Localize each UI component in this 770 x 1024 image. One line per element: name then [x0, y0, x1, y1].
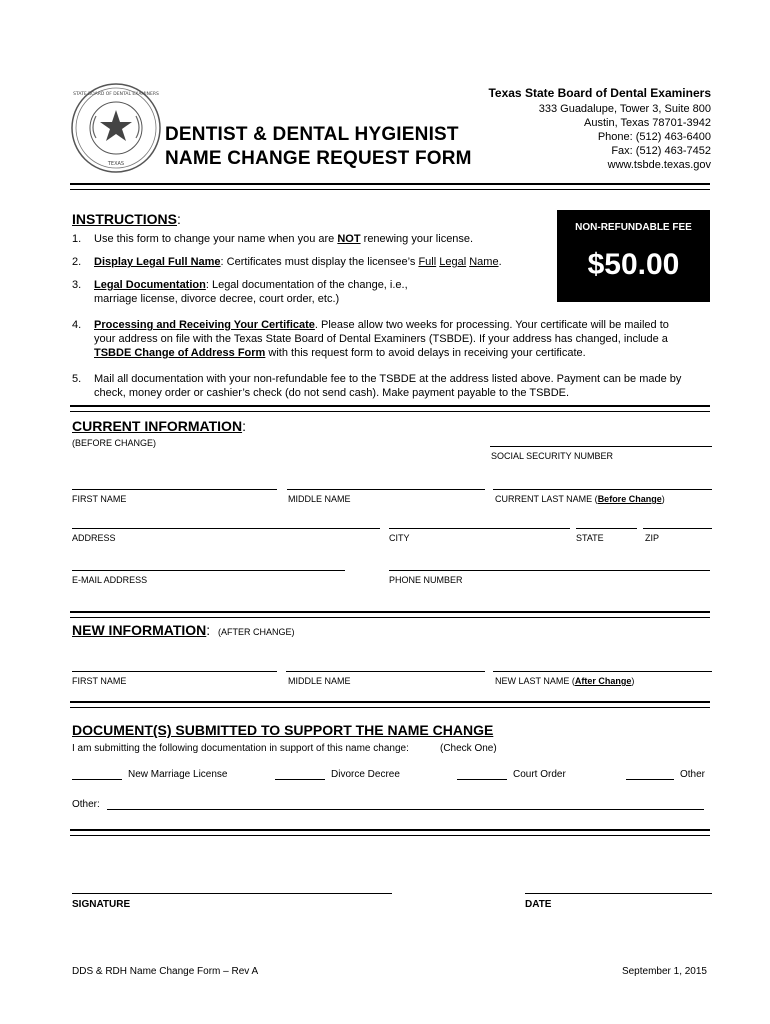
city-label: CITY	[389, 533, 410, 543]
state-label: STATE	[576, 533, 604, 543]
new-last-name-field[interactable]	[493, 671, 712, 672]
org-fax: Fax: (512) 463-7452	[611, 145, 711, 157]
checkbox-blank[interactable]	[275, 769, 325, 780]
svg-text:STATE BOARD OF DENTAL EXAMINER: STATE BOARD OF DENTAL EXAMINERS	[73, 92, 159, 97]
star-icon	[100, 110, 132, 141]
other-field[interactable]	[107, 809, 704, 810]
new-info-heading: NEW INFORMATION:	[72, 622, 211, 638]
checkbox-blank[interactable]	[457, 769, 507, 780]
org-address-line2: Austin, Texas 78701-3942	[584, 117, 711, 129]
documents-heading: DOCUMENT(S) SUBMITTED TO SUPPORT THE NAME CHANGE	[72, 722, 494, 738]
other-label: Other:	[72, 799, 100, 810]
date-label: DATE	[525, 899, 552, 910]
option-marriage-license[interactable]: New Marriage License	[72, 769, 228, 780]
address-label: ADDRESS	[72, 533, 116, 543]
new-last-name-label: NEW LAST NAME (After Change)	[495, 676, 635, 686]
state-seal	[70, 82, 162, 174]
org-website: www.tsbde.texas.gov	[607, 159, 711, 171]
email-label: E-MAIL ADDRESS	[72, 575, 148, 585]
new-info-divider	[70, 701, 710, 708]
address-field[interactable]	[72, 528, 380, 529]
documents-intro: I am submitting the following documentation in support of this name change:	[72, 743, 409, 754]
svg-text:TEXAS: TEXAS	[107, 161, 125, 167]
before-change-note: (BEFORE CHANGE)	[72, 438, 157, 448]
phone-field[interactable]	[389, 570, 710, 571]
fee-label: NON-REFUNDABLE FEE	[575, 222, 692, 233]
org-phone: Phone: (512) 463-6400	[597, 131, 711, 143]
zip-label: ZIP	[645, 533, 660, 543]
form-title-line1: DENTIST & DENTAL HYGIENIST	[165, 124, 459, 145]
state-field[interactable]	[576, 528, 637, 529]
zip-field[interactable]	[643, 528, 712, 529]
current-last-name-label: CURRENT LAST NAME (Before Change)	[495, 494, 665, 504]
option-court-order[interactable]: Court Order	[457, 769, 566, 780]
signature-field[interactable]	[72, 893, 392, 894]
current-first-name-label: FIRST NAME	[72, 494, 127, 504]
option-other[interactable]: Other	[626, 769, 705, 780]
footer-date: September 1, 2015	[621, 966, 707, 977]
new-middle-name-field[interactable]	[286, 671, 485, 672]
checkbox-blank[interactable]	[626, 769, 674, 780]
footer-form-id: DDS & RDH Name Change Form – Rev A	[72, 966, 259, 977]
fee-box	[557, 210, 710, 302]
current-middle-name-label: MIDDLE NAME	[288, 494, 351, 504]
ssn-field[interactable]	[490, 446, 712, 447]
phone-label: PHONE NUMBER	[389, 575, 463, 585]
email-field[interactable]	[72, 570, 345, 571]
new-middle-name-label: MIDDLE NAME	[288, 676, 351, 686]
header-divider	[70, 183, 710, 190]
option-divorce-decree[interactable]: Divorce Decree	[275, 769, 400, 780]
documents-divider	[70, 829, 710, 836]
current-info-heading: CURRENT INFORMATION:	[72, 418, 246, 434]
current-first-name-field[interactable]	[72, 489, 277, 490]
date-field[interactable]	[525, 893, 712, 894]
current-divider	[70, 611, 710, 618]
org-address-block	[488, 86, 711, 172]
new-first-name-label: FIRST NAME	[72, 676, 127, 686]
instructions-heading: INSTRUCTIONS:	[72, 211, 181, 227]
current-middle-name-field[interactable]	[287, 489, 485, 490]
signature-label: SIGNATURE	[72, 899, 131, 910]
fee-amount: $50.00	[587, 248, 680, 281]
ssn-label: SOCIAL SECURITY NUMBER	[491, 451, 614, 461]
after-change-note: (AFTER CHANGE)	[218, 627, 295, 637]
instructions-divider	[70, 405, 710, 412]
checkbox-blank[interactable]	[72, 769, 122, 780]
check-one-note: (Check One)	[440, 743, 497, 754]
new-first-name-field[interactable]	[72, 671, 277, 672]
form-title-line2: NAME CHANGE REQUEST FORM	[165, 148, 472, 169]
org-name: Texas State Board of Dental Examiners	[488, 86, 711, 100]
city-field[interactable]	[389, 528, 570, 529]
org-address-line1: 333 Guadalupe, Tower 3, Suite 800	[538, 103, 711, 115]
current-last-name-field[interactable]	[493, 489, 712, 490]
